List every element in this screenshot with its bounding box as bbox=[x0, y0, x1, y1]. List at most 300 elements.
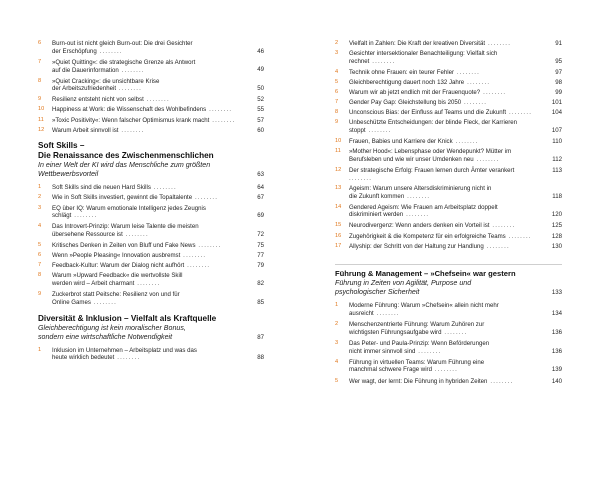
entry-number: 2 bbox=[335, 321, 339, 328]
toc-list-diversity bbox=[38, 347, 264, 362]
entry-page-number: 55 bbox=[257, 106, 264, 114]
entry-title-line bbox=[349, 193, 540, 201]
entry-title-line bbox=[349, 321, 540, 329]
entry-title-text: Gleichberechtigung dauert noch 132 Jahre bbox=[349, 78, 465, 86]
dot-leader: ........ bbox=[114, 354, 141, 362]
entry-title-text: die Zukunft kommen bbox=[349, 192, 405, 200]
entry-page-number: 91 bbox=[555, 40, 562, 47]
entry-page-number: 97 bbox=[555, 68, 562, 76]
entry-title-line bbox=[349, 310, 540, 318]
section-soft-skills bbox=[38, 141, 264, 179]
entry-number: 1 bbox=[38, 184, 42, 191]
entry-title-text: Online Games bbox=[52, 298, 91, 306]
entry-page-number: 79 bbox=[257, 262, 264, 270]
entry-title bbox=[52, 106, 246, 114]
toc-entry bbox=[38, 117, 264, 125]
toc-entry bbox=[335, 79, 562, 87]
dot-leader: ........ bbox=[118, 126, 145, 134]
entry-title-line bbox=[52, 127, 242, 135]
entry-title-text: Führung in virtuellen Teams: Warum Führung eine bbox=[349, 358, 485, 366]
entry-title-text: Ageism: Warum unsere Altersdiskriminierung nicht in bbox=[349, 184, 492, 192]
section-subtitle-line: In einer Welt der KI wird das Menschliche zum größten bbox=[38, 161, 211, 170]
toc-entry bbox=[335, 148, 562, 163]
toc-entry bbox=[38, 347, 264, 362]
toc-entry bbox=[335, 204, 562, 219]
entry-title-line bbox=[349, 119, 540, 127]
entry-title-line bbox=[349, 58, 540, 66]
entry-title-text: übersehene Ressource ist bbox=[52, 231, 123, 239]
entry-title bbox=[52, 223, 246, 238]
entry-title-text: nicht immer sinnvoll sind bbox=[349, 347, 416, 355]
entry-title-line bbox=[52, 354, 242, 362]
entry-page-number: 136 bbox=[551, 347, 562, 355]
section-title: Diversität & Inklusion – Vielfalt als Kraftquelle bbox=[38, 313, 217, 323]
entry-title bbox=[349, 359, 544, 374]
entry-number: 4 bbox=[38, 223, 42, 230]
entry-title bbox=[52, 242, 246, 250]
entry-page-number: 49 bbox=[257, 66, 264, 74]
dot-leader: ........ bbox=[473, 155, 500, 163]
dot-leader: ........ bbox=[506, 109, 533, 117]
dot-leader: ........ bbox=[96, 47, 123, 55]
entry-title bbox=[349, 222, 544, 230]
entry-title-line bbox=[52, 205, 242, 213]
entry-title-line bbox=[349, 243, 540, 251]
entry-title bbox=[52, 347, 246, 362]
toc-entry bbox=[38, 252, 264, 260]
toc-entry bbox=[335, 233, 562, 241]
entry-title-text: diskriminiert werden bbox=[349, 211, 404, 219]
entry-page-number: 107 bbox=[551, 127, 562, 135]
entry-title-line bbox=[349, 50, 540, 58]
dot-leader: ........ bbox=[122, 231, 149, 239]
dot-leader: ........ bbox=[134, 280, 161, 288]
entry-title-text: Menschenzentrierte Führung: Warum Zuhören zur bbox=[349, 321, 485, 329]
entry-number: 6 bbox=[335, 89, 339, 96]
entry-number: 1 bbox=[38, 346, 42, 353]
dot-leader: ........ bbox=[415, 347, 442, 355]
entry-number: 9 bbox=[38, 291, 42, 298]
toc-entry bbox=[335, 378, 562, 386]
dot-leader: ........ bbox=[369, 57, 396, 65]
toc-entry bbox=[38, 127, 264, 135]
entry-title-text: Inklusion im Unternehmen – Arbeitsplatz und was das bbox=[52, 346, 197, 354]
entry-title bbox=[349, 243, 544, 251]
entry-page-number: 112 bbox=[552, 155, 562, 163]
entry-title-line bbox=[52, 184, 242, 192]
toc-entry bbox=[335, 185, 562, 200]
entry-page-number: 140 bbox=[551, 377, 562, 385]
toc-entry bbox=[335, 340, 562, 355]
entry-title-line bbox=[52, 48, 242, 56]
dot-leader: ........ bbox=[464, 78, 491, 86]
entry-title-text: Wie in Soft Skills investiert, gewinnt die Topaltalente bbox=[52, 194, 193, 202]
entry-title-line bbox=[52, 96, 242, 104]
entry-title-line bbox=[349, 138, 540, 146]
dot-leader: ........ bbox=[505, 232, 532, 240]
entry-number: 9 bbox=[335, 119, 339, 126]
entry-page-number: 72 bbox=[257, 231, 264, 239]
entry-title-line bbox=[349, 359, 540, 367]
section-subtitle-line: Führung in Zeiten von Agilität, Purpose und bbox=[335, 279, 472, 288]
entry-title-line bbox=[349, 185, 540, 193]
entry-number: 9 bbox=[38, 96, 42, 103]
entry-title-line bbox=[52, 85, 242, 93]
dot-leader: ........ bbox=[349, 174, 373, 182]
toc-list-soft-skills bbox=[38, 184, 264, 306]
entry-page-number: 75 bbox=[257, 242, 264, 250]
entry-page-number: 139 bbox=[551, 366, 562, 374]
entry-page-number: 104 bbox=[551, 109, 562, 117]
entry-title bbox=[52, 262, 246, 270]
entry-title bbox=[52, 252, 246, 260]
dot-leader: ........ bbox=[118, 66, 145, 74]
toc-entry bbox=[335, 89, 562, 97]
entry-title-line bbox=[349, 222, 540, 230]
entry-title-text: Gesichter intersektionaler Benachteiligung: Vielfalt sich bbox=[349, 50, 498, 58]
dot-leader: ........ bbox=[461, 99, 488, 107]
dot-leader: ........ bbox=[365, 127, 392, 135]
entry-title-line bbox=[349, 148, 540, 156]
entry-title-line bbox=[52, 78, 242, 86]
entry-title-text: Allyship: der Schritt von der Haltung zur Handlung bbox=[349, 242, 484, 250]
entry-title-text: Wenn »People Pleasing« Innovation ausbremst bbox=[52, 252, 181, 260]
toc-entry bbox=[38, 78, 264, 93]
entry-title bbox=[52, 205, 246, 220]
section-page-number: 133 bbox=[551, 289, 562, 297]
entry-title bbox=[349, 89, 544, 97]
entry-number: 3 bbox=[38, 204, 42, 211]
dot-leader: ........ bbox=[487, 377, 514, 385]
entry-title-line bbox=[52, 272, 242, 280]
entry-number: 7 bbox=[335, 99, 339, 106]
entry-title-text: »Mother Hood«: Lebensphase oder Wendepunkt? Mütter im bbox=[349, 148, 512, 156]
toc-entry bbox=[38, 291, 264, 306]
toc-entry bbox=[335, 243, 562, 251]
toc-entry bbox=[335, 321, 562, 336]
entry-number: 8 bbox=[38, 272, 42, 279]
entry-title-line bbox=[349, 378, 540, 386]
entry-page-number: 52 bbox=[257, 96, 264, 104]
entry-title-text: »Toxic Positivity«: Wenn falscher Optimismus krank macht bbox=[52, 116, 210, 124]
entry-title-text: Technik ohne Frauen: ein teurer Fehler bbox=[349, 68, 455, 76]
dot-leader: ........ bbox=[192, 194, 219, 202]
toc-entry bbox=[38, 106, 264, 114]
entry-title-line bbox=[349, 89, 540, 97]
entry-title-line bbox=[349, 99, 540, 107]
entry-number: 11 bbox=[38, 116, 44, 123]
entry-number: 7 bbox=[38, 262, 42, 269]
entry-title-line bbox=[52, 252, 242, 260]
entry-number: 8 bbox=[335, 109, 339, 116]
entry-title-line bbox=[52, 347, 242, 355]
entry-number: 6 bbox=[38, 252, 42, 259]
entry-title bbox=[349, 233, 544, 241]
section-page-number: 87 bbox=[257, 333, 264, 341]
entry-title-text: Unconscious Bias: der Einfluss auf Teams und die Zukunft bbox=[349, 109, 507, 117]
dot-leader: ........ bbox=[404, 192, 431, 200]
toc-entry bbox=[38, 223, 264, 238]
entry-page-number: 77 bbox=[257, 252, 264, 260]
entry-title bbox=[349, 99, 544, 107]
dot-leader: ........ bbox=[206, 106, 233, 114]
entry-title-text: Gender Pay Gap: Gleichstellung bis 2050 bbox=[349, 99, 462, 107]
entry-title bbox=[52, 291, 246, 306]
entry-title-line bbox=[349, 329, 540, 337]
entry-title bbox=[349, 138, 544, 146]
dot-leader: ........ bbox=[90, 298, 117, 306]
entry-page-number: 113 bbox=[552, 167, 562, 175]
dot-leader: ........ bbox=[143, 96, 170, 104]
entry-title-text: Zugehörigkeit & die Kompetenz für ein erfolgreiche Teams bbox=[349, 232, 506, 240]
entry-title-text: Burn-out ist nicht gleich Burn-out: Die drei Gesichter bbox=[52, 40, 193, 47]
entry-title-line bbox=[52, 299, 242, 307]
entry-title-text: heute wirklich bedeutet bbox=[52, 354, 115, 362]
entry-title-text: manchmal schwere Frage wird bbox=[349, 366, 432, 374]
entry-page-number: 46 bbox=[257, 47, 264, 55]
entry-number: 4 bbox=[335, 358, 339, 365]
entry-title-line bbox=[52, 280, 242, 288]
entry-title bbox=[52, 272, 246, 287]
dot-leader: ........ bbox=[489, 222, 516, 230]
entry-title-line bbox=[349, 211, 540, 219]
dot-leader: ........ bbox=[441, 328, 468, 336]
entry-title bbox=[349, 321, 544, 336]
entry-number: 2 bbox=[38, 194, 42, 201]
section-title-line: Die Renaissance des Zwischenmenschlichen bbox=[38, 151, 214, 161]
entry-title-text: der Arbeitszufriedenheit bbox=[52, 85, 117, 93]
entry-title-line bbox=[349, 204, 540, 212]
entry-title bbox=[349, 69, 544, 77]
entry-title-line bbox=[349, 40, 540, 48]
toc-entry bbox=[38, 184, 264, 192]
entry-title bbox=[349, 148, 544, 163]
entry-title-text: Das Introvert-Prinzip: Warum leise Talente die meisten bbox=[52, 223, 199, 231]
toc-right-column bbox=[335, 40, 562, 388]
entry-title-text: Warum »Upward Feedback« die wertvollste Skill bbox=[52, 272, 183, 280]
entry-page-number: 125 bbox=[551, 222, 562, 230]
entry-title-text: Neurodivergenz: Wenn anders denken ein Vorteil ist bbox=[349, 222, 490, 230]
entry-number: 13 bbox=[335, 184, 342, 191]
entry-title-text: Soft Skills sind die neuen Hard Skills bbox=[52, 184, 151, 192]
dot-leader: ........ bbox=[480, 89, 507, 97]
entry-title bbox=[52, 117, 246, 125]
entry-page-number: 98 bbox=[555, 78, 562, 86]
entry-page-number: 136 bbox=[551, 328, 562, 336]
dot-leader: ........ bbox=[403, 211, 430, 219]
entry-title-line bbox=[52, 59, 242, 67]
entry-page-number: 134 bbox=[551, 310, 562, 318]
entry-title-line bbox=[52, 67, 242, 75]
entry-title-text: werden wird – Arbeit charmant bbox=[52, 280, 135, 288]
toc-entry bbox=[38, 59, 264, 74]
entry-title-text: Warum wir ab jetzt endlich mit der Frauenquote? bbox=[349, 89, 481, 97]
entry-title-text: Happiness at Work: die Wissenschaft des Wohlbefindens bbox=[52, 106, 207, 114]
toc-entry bbox=[335, 302, 562, 317]
entry-title-line bbox=[52, 40, 242, 48]
entry-page-number: 64 bbox=[257, 184, 264, 192]
dot-leader: ........ bbox=[195, 242, 222, 250]
entry-title bbox=[349, 167, 544, 182]
entry-title-text: rechnet bbox=[349, 57, 370, 65]
entry-title-text: Vielfalt in Zahlen: Die Kraft der kreativen Diversität bbox=[349, 40, 486, 47]
entry-number: 5 bbox=[335, 377, 339, 384]
toc-entry bbox=[335, 69, 562, 77]
toc-entry bbox=[335, 109, 562, 117]
toc-entry bbox=[38, 40, 264, 55]
section-title: Führung & Management – »Chefsein« war gestern bbox=[335, 269, 516, 279]
entry-title bbox=[52, 78, 246, 93]
entry-title bbox=[349, 109, 544, 117]
entry-title-text: stoppt bbox=[349, 127, 366, 135]
section-divider bbox=[335, 264, 562, 265]
section-subtitle-line: psychologischer Sicherheit bbox=[335, 288, 420, 297]
entry-title bbox=[349, 50, 544, 65]
entry-title-text: »Quiet Quitting«: die strategische Grenze als Antwort bbox=[52, 58, 196, 66]
entry-title bbox=[52, 59, 246, 74]
entry-title bbox=[349, 204, 544, 219]
entry-page-number: 50 bbox=[257, 85, 264, 93]
entry-title-line bbox=[52, 212, 242, 220]
dot-leader: ........ bbox=[150, 184, 177, 192]
toc-entry bbox=[335, 359, 562, 374]
toc-entry bbox=[38, 194, 264, 202]
section-title bbox=[38, 141, 264, 161]
entry-number: 12 bbox=[38, 126, 45, 133]
entry-number: 6 bbox=[38, 40, 42, 46]
entry-title-line bbox=[52, 223, 242, 231]
entry-title bbox=[52, 40, 246, 55]
entry-number: 16 bbox=[335, 232, 342, 239]
dot-leader: ........ bbox=[373, 310, 400, 318]
entry-title-line bbox=[349, 167, 540, 182]
section-subtitle-line: sondern eine wirtschaftliche Notwendigkeit bbox=[38, 332, 173, 341]
entry-title-line bbox=[349, 366, 540, 374]
entry-title-text: Zuckerbrot statt Peitsche: Resilienz von und für bbox=[52, 291, 180, 299]
entry-page-number: 82 bbox=[257, 280, 264, 288]
section-page-number: 63 bbox=[257, 171, 264, 179]
toc-entry bbox=[335, 50, 562, 65]
entry-number: 10 bbox=[38, 106, 45, 113]
entry-number: 15 bbox=[335, 222, 342, 229]
entry-title-line bbox=[349, 340, 540, 348]
entry-number: 1 bbox=[335, 302, 339, 309]
entry-page-number: 110 bbox=[552, 138, 562, 146]
entry-title-text: Der strategische Erfolg: Frauen lernen durch Ämter verankert bbox=[349, 167, 515, 175]
entry-number: 11 bbox=[335, 148, 341, 155]
entry-number: 10 bbox=[335, 138, 342, 145]
entry-title-line bbox=[52, 242, 242, 250]
section-leadership bbox=[335, 264, 562, 297]
entry-number: 14 bbox=[335, 203, 342, 210]
entry-title-line bbox=[349, 127, 540, 135]
entry-title bbox=[52, 184, 246, 192]
entry-title-text: der Erschöpfung bbox=[52, 47, 97, 55]
entry-page-number: 128 bbox=[551, 232, 562, 240]
entry-page-number: 60 bbox=[257, 126, 264, 134]
entry-title bbox=[349, 185, 544, 200]
entry-page-number: 57 bbox=[257, 116, 264, 124]
section-subtitle-line: Gleichberechtigung ist kein moralischer Bonus, bbox=[38, 323, 186, 332]
entry-title-text: schlägt bbox=[52, 212, 72, 220]
entry-title-text: Frauen, Babies und Karriere der Knick bbox=[349, 138, 453, 146]
entry-number: 12 bbox=[335, 167, 342, 174]
dot-leader: ........ bbox=[180, 252, 207, 260]
dot-leader: ........ bbox=[209, 116, 236, 124]
dot-leader: ........ bbox=[483, 242, 510, 250]
toc-entry bbox=[335, 222, 562, 230]
dot-leader: ........ bbox=[485, 40, 512, 47]
entry-page-number: 120 bbox=[551, 211, 562, 219]
entry-title-text: wichtigsten Führungsaufgabe wird bbox=[349, 328, 442, 336]
entry-title bbox=[349, 340, 544, 355]
entry-title bbox=[349, 119, 544, 134]
entry-page-number: 99 bbox=[555, 89, 562, 97]
toc-entry bbox=[38, 272, 264, 287]
entry-title-line bbox=[52, 231, 242, 239]
toc-entry bbox=[335, 119, 562, 134]
toc-entry bbox=[335, 40, 562, 48]
toc-entry bbox=[38, 205, 264, 220]
entry-number: 2 bbox=[335, 40, 339, 46]
entry-title bbox=[349, 302, 544, 317]
entry-title-text: EQ über IQ: Warum emotionale Intelligenz jedes Zeugnis bbox=[52, 204, 206, 212]
entry-title bbox=[349, 40, 544, 48]
entry-title-text: Gendered Ageism: Wie Frauen am Arbeitsplatz doppelt bbox=[349, 203, 498, 211]
entry-title-text: Unbeschützte Entscheidungen: der blinde Fleck, der Karrieren bbox=[349, 119, 518, 127]
entry-title-line bbox=[349, 233, 540, 241]
entry-title-text: Berufsleben und wie wir unser Umdenken neu bbox=[349, 155, 474, 163]
entry-title bbox=[52, 96, 246, 104]
entry-title bbox=[52, 127, 246, 135]
toc-list-leadership bbox=[335, 302, 562, 385]
entry-title-text: Das Peter- und Paula-Prinzip: Wenn Beförderungen bbox=[349, 339, 490, 347]
entry-title-line bbox=[52, 117, 242, 125]
entry-page-number: 130 bbox=[551, 242, 562, 250]
entry-title-text: Wer wagt, der lernt: Die Führung in hybriden Zeiten bbox=[349, 377, 488, 385]
entry-title bbox=[52, 194, 246, 202]
entry-title-text: auf die Dauerinformation bbox=[52, 66, 119, 74]
entry-number: 7 bbox=[38, 58, 42, 65]
entry-title-text: Moderne Führung: Warum »Chefsein« allein nicht mehr bbox=[349, 302, 499, 310]
entry-number: 3 bbox=[335, 50, 339, 57]
dot-leader: ........ bbox=[454, 68, 481, 76]
entry-page-number: 67 bbox=[257, 194, 264, 202]
section-subtitle-line: Wettbewerbsvorteil bbox=[38, 170, 99, 179]
entry-title-text: Kritisches Denken in Zeiten von Bluff und Fake News bbox=[52, 242, 196, 250]
entry-title-text: Warum Arbeit sinnvoll ist bbox=[52, 126, 119, 134]
dot-leader: ........ bbox=[184, 262, 211, 270]
dot-leader: ........ bbox=[116, 85, 143, 93]
entry-title-text: ausreicht bbox=[349, 310, 374, 318]
entry-page-number: 118 bbox=[552, 192, 562, 200]
toc-entry bbox=[335, 99, 562, 107]
entry-title-line bbox=[52, 194, 242, 202]
dot-leader: ........ bbox=[452, 138, 479, 146]
entry-title-line bbox=[349, 348, 540, 356]
toc-list-diversity-cont bbox=[335, 40, 562, 250]
entry-title-text: »Quiet Cracking«: die unsichtbare Krise bbox=[52, 77, 160, 85]
dot-leader: ........ bbox=[431, 366, 459, 374]
entry-title-line bbox=[349, 302, 540, 310]
entry-page-number: 88 bbox=[257, 354, 264, 362]
section-title-line: Soft Skills – bbox=[38, 141, 85, 151]
entry-title-line bbox=[52, 106, 242, 114]
entry-title-text: Resilienz entsteht nicht von selbst bbox=[52, 96, 144, 104]
entry-title-line bbox=[349, 79, 540, 87]
entry-title-line bbox=[52, 291, 242, 299]
entry-title-text: Feedback-Kultur: Warum der Dialog nicht aufhört bbox=[52, 262, 185, 270]
